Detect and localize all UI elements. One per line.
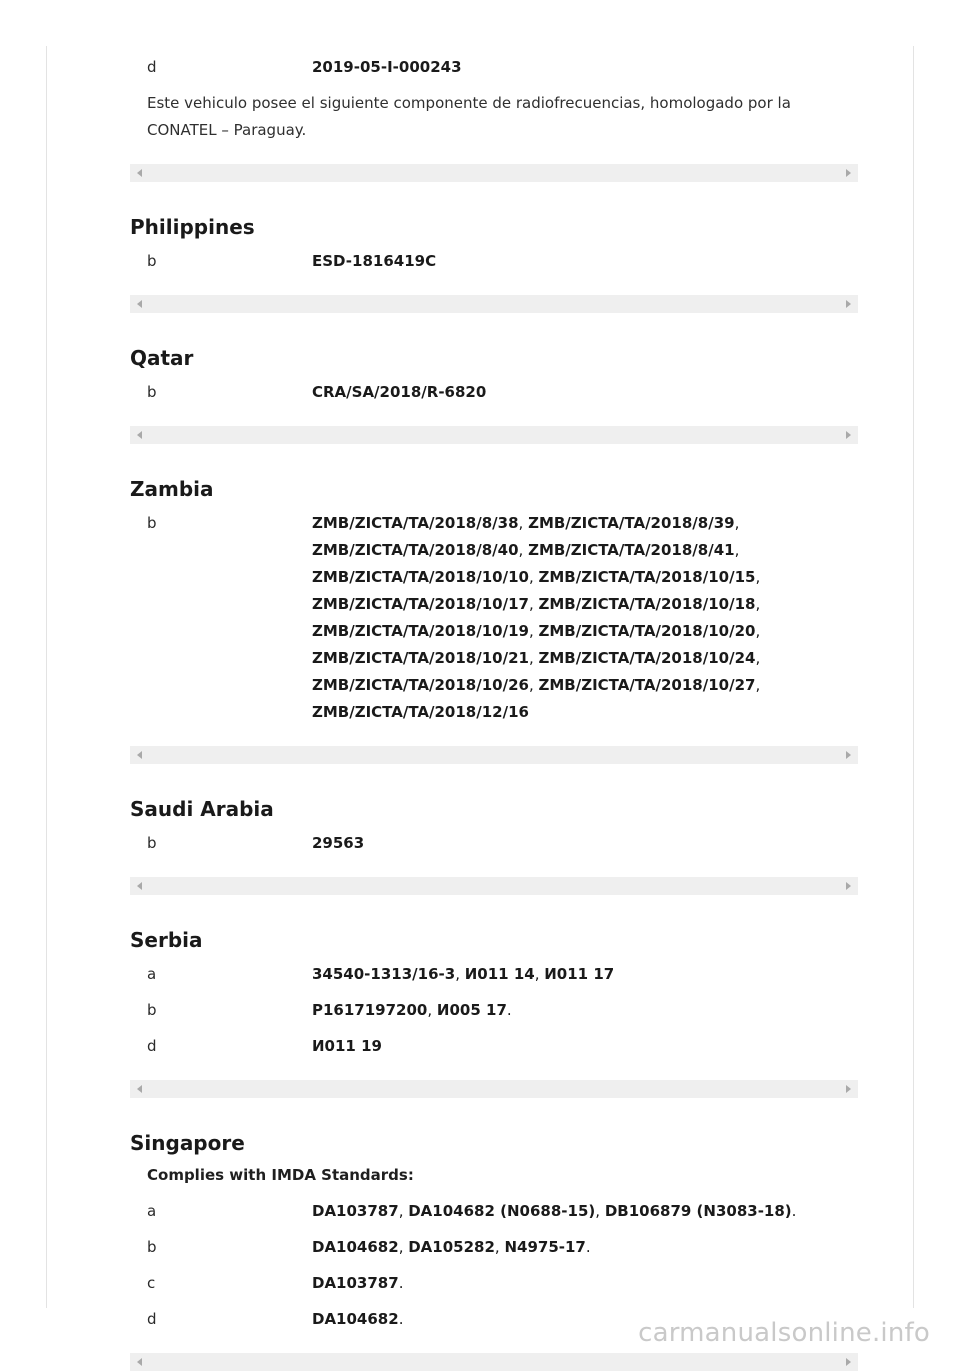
value-item: ZMB/ZICTA/TA/2018/10/26 bbox=[312, 676, 529, 694]
row-value-list bbox=[312, 1033, 858, 1060]
document-content bbox=[130, 54, 858, 1371]
scroll-left-icon[interactable] bbox=[137, 1085, 142, 1093]
scroll-right-icon[interactable] bbox=[846, 1358, 851, 1366]
row-label: d bbox=[147, 1310, 157, 1328]
value-item: DA104682 (N0688-15) bbox=[408, 1202, 596, 1220]
value-item: И011 14 bbox=[464, 965, 535, 983]
scroll-right-icon[interactable] bbox=[846, 1085, 851, 1093]
row-value: 29563 bbox=[312, 834, 365, 852]
horizontal-scrollbar[interactable] bbox=[130, 164, 858, 182]
section-title-saudi-arabia: Saudi Arabia bbox=[130, 797, 274, 821]
section-title-qatar: Qatar bbox=[130, 346, 194, 370]
section-title-philippines: Philippines bbox=[130, 215, 255, 239]
row-label: d bbox=[147, 58, 157, 76]
value-item: ZMB/ZICTA/TA/2018/8/40 bbox=[312, 541, 519, 559]
saudi-row-b bbox=[130, 830, 858, 857]
value-item: ZMB/ZICTA/TA/2018/10/20 bbox=[538, 622, 756, 640]
value-item: P1617197200 bbox=[312, 1001, 428, 1019]
scroll-right-icon[interactable] bbox=[846, 751, 851, 759]
serbia-row-b bbox=[130, 997, 858, 1024]
row-label: b bbox=[147, 252, 157, 270]
value-item: ZMB/ZICTA/TA/2018/12/16 bbox=[312, 703, 529, 721]
right-border-line bbox=[913, 46, 914, 1308]
serbia-row-a bbox=[130, 961, 858, 988]
section-title-serbia: Serbia bbox=[130, 928, 203, 952]
scroll-left-icon[interactable] bbox=[137, 1358, 142, 1366]
value-item: N4975-17 bbox=[504, 1238, 586, 1256]
row-value-list: ZMB/ZICTA/TA/2018/8/38, ZMB/ZICTA/TA/2018/8/39, ZMB/ZICTA/TA/2018/8/40, ZMB/ZICTA/TA/2018/8/41, ZMB/ZICTA/TA/2018/10/10, ZMB/ZICTA/TA/2018/10/15, ZMB/ZICTA/TA/2018/10/17, ZMB/ZICTA/TA/2018/10/18, ZMB/ZICTA/TA/2018/10/19, ZMB/ZICTA/TA/2018/10/20, ZMB/ZICTA/TA/2018/10/21, ZMB/ZICTA/TA/2018/10/24, ZMB/ZICTA/TA/2018/10/26, ZMB/ZICTA/TA/2018/10/27, ZMB/ZICTA/TA/2018/12/16 bbox=[312, 514, 761, 721]
horizontal-scrollbar[interactable] bbox=[130, 426, 858, 444]
row-label: b bbox=[147, 834, 157, 852]
value-item: ZMB/ZICTA/TA/2018/10/24 bbox=[538, 649, 756, 667]
row-value: 2019-05-I-000243 bbox=[312, 58, 462, 76]
row-value-list: DA104682. bbox=[312, 1310, 404, 1328]
row-value-list: 34540-1313/16-3, И011 14, И011 17 bbox=[312, 965, 615, 983]
row-value-list: DA103787, DA104682 (N0688-15), DB106879 (N3083-18). bbox=[312, 1202, 797, 1220]
value-item: И011 19 bbox=[312, 1037, 382, 1055]
scroll-left-icon[interactable] bbox=[137, 300, 142, 308]
row-label: d bbox=[147, 1037, 157, 1055]
value-item: ZMB/ZICTA/TA/2018/8/41 bbox=[528, 541, 735, 559]
scroll-right-icon[interactable] bbox=[846, 882, 851, 890]
singapore-row-c bbox=[130, 1270, 858, 1297]
scroll-left-icon[interactable] bbox=[137, 169, 142, 177]
value-item: DB106879 (N3083-18) bbox=[604, 1202, 792, 1220]
scroll-right-icon[interactable] bbox=[846, 431, 851, 439]
paraguay-note: Este vehiculo posee el siguiente componente de radiofrecuencias, homologado por la CONATEL – Paraguay. bbox=[147, 94, 791, 139]
row-label: c bbox=[147, 1274, 156, 1292]
value-item: DA104682 bbox=[312, 1238, 399, 1256]
value-item: ZMB/ZICTA/TA/2018/10/15 bbox=[538, 568, 756, 586]
singapore-subheading: Complies with IMDA Standards: bbox=[147, 1166, 414, 1184]
value-item: ZMB/ZICTA/TA/2018/10/27 bbox=[538, 676, 756, 694]
serbia-row-d bbox=[130, 1033, 858, 1060]
value-item: ZMB/ZICTA/TA/2018/10/17 bbox=[312, 595, 529, 613]
value-item: DA105282 bbox=[408, 1238, 495, 1256]
row-label: a bbox=[147, 1202, 157, 1220]
value-item: И011 17 bbox=[544, 965, 615, 983]
horizontal-scrollbar[interactable] bbox=[130, 1080, 858, 1098]
row-value-list: DA103787. bbox=[312, 1274, 404, 1292]
left-border-line bbox=[46, 46, 47, 1308]
horizontal-scrollbar[interactable] bbox=[130, 295, 858, 313]
qatar-row-b bbox=[130, 379, 858, 406]
value-item: ZMB/ZICTA/TA/2018/10/18 bbox=[538, 595, 756, 613]
singapore-row-a bbox=[130, 1198, 858, 1225]
value-item: ZMB/ZICTA/TA/2018/10/19 bbox=[312, 622, 529, 640]
scroll-left-icon[interactable] bbox=[137, 751, 142, 759]
value-item: DA103787 bbox=[312, 1202, 399, 1220]
row-value: CRA/SA/2018/R-6820 bbox=[312, 383, 487, 401]
paraguay-row-d bbox=[130, 54, 858, 81]
section-title-zambia: Zambia bbox=[130, 477, 214, 501]
value-item: И005 17 bbox=[436, 1001, 507, 1019]
row-label: b bbox=[147, 383, 157, 401]
value-item: 34540-1313/16-3 bbox=[312, 965, 456, 983]
row-label: b bbox=[147, 1238, 157, 1256]
value-item: ZMB/ZICTA/TA/2018/8/38 bbox=[312, 514, 519, 532]
row-label: b bbox=[147, 514, 157, 532]
value-item: DA104682 bbox=[312, 1310, 399, 1328]
horizontal-scrollbar[interactable] bbox=[130, 877, 858, 895]
row-label: b bbox=[147, 1001, 157, 1019]
row-value: ESD-1816419C bbox=[312, 252, 437, 270]
philippines-row-b bbox=[130, 248, 858, 275]
value-item: DA103787 bbox=[312, 1274, 399, 1292]
row-label: a bbox=[147, 965, 157, 983]
horizontal-scrollbar[interactable] bbox=[130, 1353, 858, 1371]
row-value-list: P1617197200, И005 17. bbox=[312, 1001, 512, 1019]
zambia-row-b bbox=[130, 510, 858, 726]
scroll-left-icon[interactable] bbox=[137, 431, 142, 439]
watermark-text: carmanualsonline.info bbox=[638, 1318, 930, 1348]
value-item: ZMB/ZICTA/TA/2018/10/10 bbox=[312, 568, 529, 586]
horizontal-scrollbar[interactable] bbox=[130, 746, 858, 764]
value-item: ZMB/ZICTA/TA/2018/8/39 bbox=[528, 514, 735, 532]
scroll-right-icon[interactable] bbox=[846, 169, 851, 177]
row-value-list: DA104682, DA105282, N4975-17. bbox=[312, 1238, 591, 1256]
value-item: ZMB/ZICTA/TA/2018/10/21 bbox=[312, 649, 529, 667]
singapore-row-b bbox=[130, 1234, 858, 1261]
scroll-left-icon[interactable] bbox=[137, 882, 142, 890]
section-title-singapore: Singapore bbox=[130, 1131, 245, 1155]
scroll-right-icon[interactable] bbox=[846, 300, 851, 308]
